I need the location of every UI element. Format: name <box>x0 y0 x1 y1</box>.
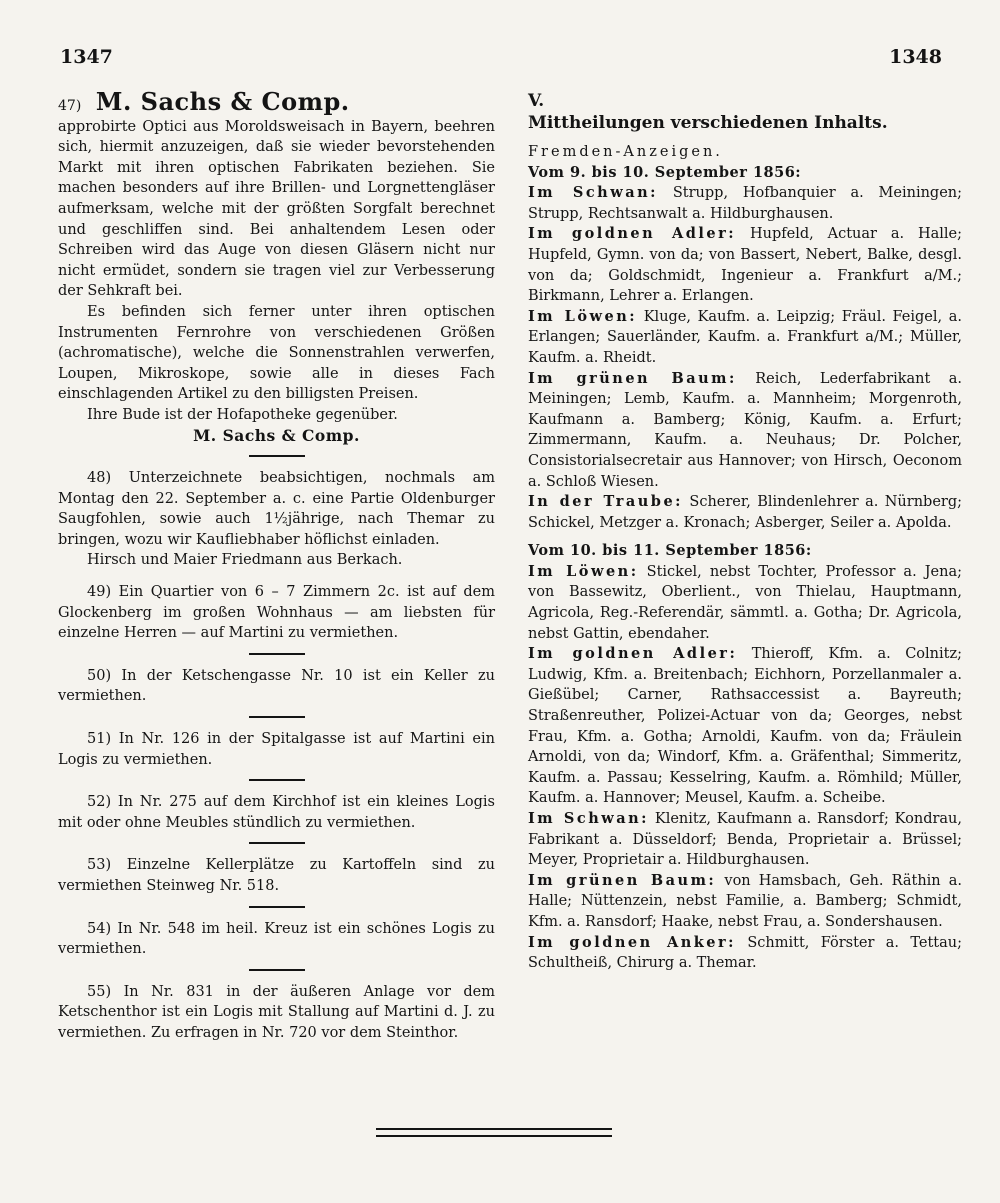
hotel-name: Im Schwan: <box>528 810 650 827</box>
guest-entry <box>528 871 962 933</box>
ad-49: 49) Ein Quartier von 6 – 7 Zimmern 2c. ist auf dem Glockenberg im großen Wohnhaus — am liebsten für einzelne Herren — auf Martini zu vermiethen. <box>58 584 495 642</box>
hotel-name: Im goldnen Adler: <box>528 225 737 243</box>
guest-entry <box>528 562 962 644</box>
ad-47-number: 47) <box>58 98 82 114</box>
separator <box>249 969 305 971</box>
guest-entry <box>528 492 962 533</box>
ad-48: 48) Unterzeichnete beabsichtigen, nochmals am Montag den 22. September a. c. eine Partie Oldenburger Saugfohlen, sowie auch 1½jährige, nach Themar zu bringen, wozu wir Kaufliebhaber höflichst einladen. <box>58 470 495 548</box>
guest-list: Thieroff, Kfm. a. Colnitz; Ludwig, Kfm. a. Breitenbach; Eichhorn, Porzellanmaler a. Gießübel; Carner, Rathsaccessist a. Bayreuth; Straßenreuther, Polizei-Actuar von da; Georges, nebst Frau, Kfm. a. Gotha; Arnoldi, Kaufm. von da; Fräulein Arnoldi, von da; Windorf, Kfm. a. Gräfenthal; Simmeritz, Kaufm. a. Passau; Kesselring, Kaufm. a. Römhild; Müller, Kaufm. a. Hannover; Meusel, Kaufm. a. Scheibe. <box>528 646 962 807</box>
hotel-name: Im grünen Baum: <box>528 369 737 387</box>
guest-list: Stickel, nebst Tochter, Professor a. Jena; von Bassewitz, Oberlient., von Thielau, Hauptmann, Agricola, Reg.-Referendär, sämmtl. a. Gotha; Dr. Agricola, nebst Gattin, ebendaher. <box>528 563 962 642</box>
hotel-name: Im Schwan: <box>528 184 659 202</box>
guest-entry <box>528 224 962 306</box>
separator <box>249 779 305 781</box>
right-column <box>528 90 962 974</box>
hotel-name: Im Löwen: <box>528 307 638 325</box>
ad-53: 53) Einzelne Kellerplätze zu Kartoffeln sind zu vermiethen Steinweg Nr. 518. <box>58 857 495 894</box>
guest-list: Reich, Lederfabrikant a. Meiningen; Lemb, Kaufm. a. Mannheim; Morgenroth, Kaufmann a. Bamberg; König, Kaufm. a. Erfurt; Zimmermann, Kaufm. a. Neuhaus; Dr. Polcher, Consistorialsecretair aus Hannover; von Hirsch, Oeconom a. Schloß Wiesen. <box>528 370 963 490</box>
ad-48-signature: Hirsch und Maier Friedmann aus Berkach. <box>87 552 403 569</box>
hotel-name: Im grünen Baum: <box>528 871 717 889</box>
guest-list: von Hamsbach, Geh. Räthin a. Halle; Nüttenzein, nebst Familie, a. Bamberg; Schmidt, Kfm. a. Ransdorf; Haake, nebst Frau, a. Sondershausen. <box>528 872 963 930</box>
ad-54: 54) In Nr. 548 im heil. Kreuz ist ein schönes Logis zu vermiethen. <box>58 920 495 958</box>
ad-47-body-2: Es befinden sich ferner unter ihren optischen Instrumenten Fernrohre von verschiedenen Größen (achromatische), welche die Sonnenstrahlen verwerfen, Loupen, Mikroskope, sowie alle in dieses Fach einschlagenden Artikel zu den billigsten Preisen. <box>58 303 495 403</box>
guest-entry <box>528 369 962 493</box>
section-number: V. <box>528 91 545 111</box>
hotel-name: In der Traube: <box>528 493 684 511</box>
separator <box>249 906 305 908</box>
guest-list: Kluge, Kaufm. a. Leipzig; Fräul. Feigel, a. Erlangen; Sauerländer, Kaufm. a. Frankfurt a/M.; Müller, Kaufm. a. Rheidt. <box>528 308 962 366</box>
date-heading-1: Vom 9. bis 10. September 1856: <box>528 163 802 181</box>
hotel-name: Im goldnen Anker: <box>528 933 736 951</box>
ad-51: 51) In Nr. 126 in der Spitalgasse ist auf Martini ein Logis zu vermiethen. <box>58 731 495 768</box>
hotel-name: Im goldnen Adler: <box>528 645 738 663</box>
guest-entry <box>528 307 962 369</box>
ad-47-heading <box>58 87 495 117</box>
ad-55: 55) In Nr. 831 in der äußeren Anlage vor dem Ketschenthor ist ein Logis mit Stallung auf Martini d. J. zu vermiethen. Zu erfragen in Nr. 720 vor dem Steinthor. <box>58 983 495 1041</box>
date-heading-2: Vom 10. bis 11. September 1856: <box>528 542 812 560</box>
separator <box>249 455 305 457</box>
guest-entry <box>528 809 962 871</box>
separator <box>249 653 305 655</box>
ad-47-body: approbirte Optici aus Moroldsweisach in Bayern, beehren sich, hiermit anzuzeigen, daß sie wieder bevorstehenden Markt mit ihren optischen Fabrikaten beziehen. Sie machen besonders auf ihre Brillen- und Lorgnettengläser aufmerksam, welche mit der größten Sorgfalt berechnet und geschliffen sind. Bei anhaltendem Lesen oder Schreiben wird das Auge von diesen Gläsern nicht nur nicht ermüdet, sondern sie tragen viel zur Verbesserung der Sehkraft bei. <box>58 118 495 300</box>
guest-entry <box>528 644 962 809</box>
guest-list: Scherer, Blindenlehrer a. Nürnberg; Schickel, Metzger a. Kronach; Asberger, Seiler a. Apolda. <box>528 494 962 531</box>
page-number-right: 1348 <box>889 46 942 68</box>
guest-list: Klenitz, Kaufmann a. Ransdorf; Kondrau, Fabrikant a. Düsseldorf; Benda, Proprietair a. Brüssel; Meyer, Proprietair a. Hildburghausen. <box>528 811 962 869</box>
guest-list: Hupfeld, Actuar a. Halle; Hupfeld, Gymn. von da; von Bassert, Nebert, Balke, desgl. von da; Goldschmidt, Ingenieur a. Frankfurt a/M.; Birkmann, Lehrer a. Erlangen. <box>528 226 962 305</box>
ad-50: 50) In der Ketschengasse Nr. 10 ist ein Keller zu vermiethen. <box>58 667 495 705</box>
ad-47-signature: M. Sachs & Comp. <box>193 425 360 445</box>
guest-entry <box>528 933 962 974</box>
subheading: Fremden-Anzeigen. <box>528 144 723 160</box>
ad-47-body-3: Ihre Bude ist der Hofapotheke gegenüber. <box>87 406 398 423</box>
ad-52: 52) In Nr. 275 auf dem Kirchhof ist ein kleines Logis mit oder ohne Meubles stündlich zu vermiethen. <box>58 794 495 831</box>
separator <box>249 842 305 844</box>
separator <box>249 716 305 718</box>
ad-47-firm: M. Sachs & Comp. <box>95 87 350 116</box>
section-title: Mittheilungen verschiedenen Inhalts. <box>528 113 888 133</box>
closing-double-rule <box>376 1128 612 1137</box>
guest-entry <box>528 183 962 224</box>
guest-list: Strupp, Hofbanquier a. Meiningen; Strupp, Rechtsanwalt a. Hildburghausen. <box>528 185 963 222</box>
guest-list: Schmitt, Förster a. Tettau; Schultheiß, Chirurg a. Themar. <box>528 934 963 972</box>
left-column <box>58 87 495 1044</box>
page-number-left: 1347 <box>60 46 113 68</box>
hotel-name: Im Löwen: <box>528 562 639 580</box>
